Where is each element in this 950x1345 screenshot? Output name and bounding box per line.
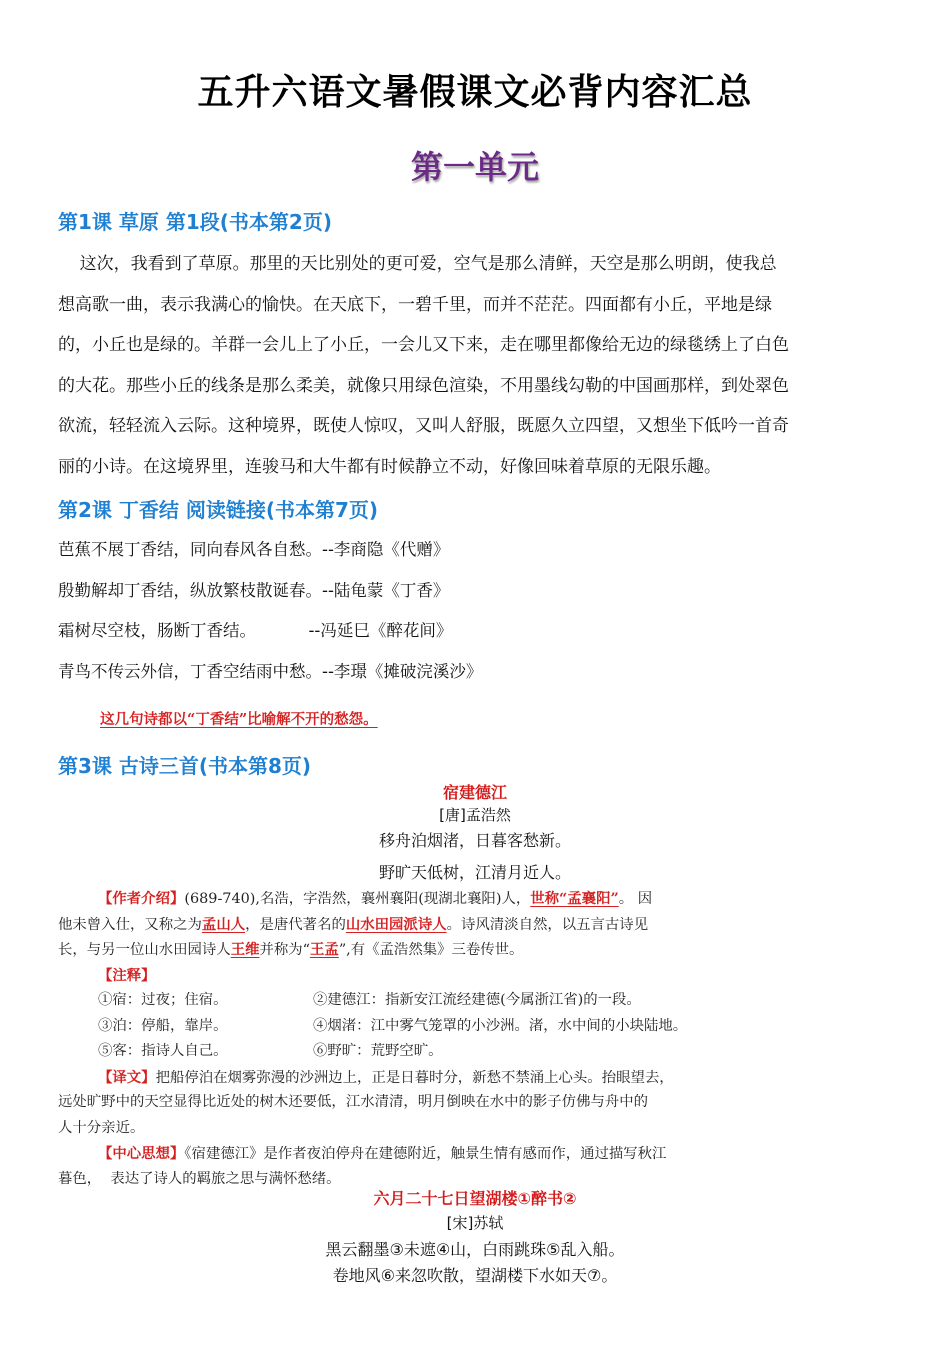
intro-text: ”,有《孟浩然集》三卷传世。 — [338, 942, 524, 958]
paragraph-line: 的大花。那些小丘的线条是那么柔美，就像只用绿色渲染，不用墨线勾勒的中国画那样，到处翠色 — [58, 375, 789, 396]
note-item: ①宿：过夜；住宿。 — [98, 992, 228, 1008]
paragraph-line: 丽的小诗。在这境界里，连骏马和大牛都有时候静立不动，好像回味着草原的无限乐趣。 — [58, 456, 721, 477]
central-idea-text: 《宿建德江》是作者夜泊停舟在建德附近，触景生情有感而作，通过描写秋江 — [184, 1146, 667, 1162]
lesson3-heading: 第3课 古诗三首(书本第8页) — [58, 754, 312, 778]
note-item: ④烟渚：江中雾气笼罩的小沙洲。渚，水中间的小块陆地。 — [313, 1017, 688, 1034]
translation-text: 把船停泊在烟雾弥漫的沙洲边上，正是日暮时分，新愁不禁涌上心头。抬眼望去， — [155, 1069, 674, 1086]
lesson1-heading: 第1课 草原 第1段(书本第2页) — [58, 210, 332, 234]
poem2-title: 六月二十七日望湖楼①醉书② — [373, 1189, 577, 1208]
note-item: ③泊：停船，靠岸。 — [98, 1017, 228, 1034]
paragraph-line: 的，小丘也是绿的。羊群一会儿上了小丘，一会儿又下来，走在哪里都像给无边的绿毯绣上了白色 — [58, 335, 789, 356]
intro-text: 他未曾入仕，又称之为 — [58, 916, 202, 933]
document-title: 五升六语文暑假课文必背内容汇总 — [197, 72, 753, 113]
lesson1-paragraph — [58, 244, 894, 488]
translation-text: 人十分亲近。 — [58, 1119, 145, 1136]
highlight-term: 孟山人 — [201, 915, 246, 933]
translation-tag: 【译文】 — [98, 1068, 156, 1086]
lesson2-heading: 第2课 丁香结 阅读链接(书本第7页) — [58, 498, 379, 522]
highlight-term: 山水田园派诗人 — [345, 915, 447, 933]
intro-text: 长，与另一位山水田园诗人 — [58, 942, 231, 958]
paragraph-line: 欲流，轻轻流入云际。这种境界，既使人惊叹，又叫人舒服，既愿久立四望，又想坐下低吟一首奇 — [58, 416, 789, 437]
poem2-verse: 卷地风⑥来忽吹散，望湖楼下水如天⑦。 — [332, 1266, 618, 1285]
note-item: ⑤客：指诗人自己。 — [98, 1043, 228, 1059]
author-intro — [58, 886, 894, 1192]
poem-quote: 青鸟不传云外信，丁香空结雨中愁。--李璟《摊破浣溪沙》 — [58, 661, 483, 681]
central-idea-text: 暮色， 表达了诗人的羁旅之思与满怀愁绪。 — [58, 1170, 341, 1187]
poem1-title: 宿建德江 — [442, 783, 507, 802]
poem-quote: 霜树尽空枝，肠断丁香结。 --冯延巳《醉花间》 — [58, 621, 453, 640]
unit-title: 第一单元 — [410, 148, 539, 186]
poem1-author: [唐]孟浩然 — [439, 806, 511, 824]
poem2-author: [宋]苏轼 — [446, 1214, 504, 1232]
lesson2-note: 这几句诗都以“丁香结”比喻解不开的愁怨。 — [100, 711, 378, 728]
intro-text: ，是唐代著名的 — [245, 916, 346, 933]
poem1-verse: 移舟泊烟渚，日暮客愁新。 — [378, 831, 571, 850]
poem-quote: 芭蕉不展丁香结，同向春风各自愁。--李商隐《代赠》 — [58, 540, 450, 559]
highlight-term: 世称“孟襄阳” — [530, 890, 619, 907]
poem1-verse: 野旷天低树，江清月近人。 — [378, 863, 571, 882]
poem2-verse: 黑云翻墨③未遮④山，白雨跳珠⑤乱入船。 — [325, 1240, 625, 1259]
highlight-term: 王孟 — [310, 941, 339, 958]
intro-text: 。诗风清淡自然，以五言古诗见 — [446, 916, 649, 933]
lesson2-poem-list — [58, 530, 894, 692]
highlight-term: 王维 — [230, 941, 260, 958]
note-item: ②建德江：指新安江流经建德(今属浙江省)的一段。 — [313, 992, 641, 1008]
intro-text: (689-740),名浩，字浩然，襄州襄阳(现湖北襄阳)人， — [184, 891, 531, 907]
note-item: ⑥野旷：荒野空旷。 — [313, 1043, 443, 1059]
central-idea-tag: 【中心思想】 — [98, 1145, 185, 1162]
translation-text: 远处旷野中的天空显得比近处的树木还要低，江水清清，明月倒映在水中的影子仿佛与舟中的 — [58, 1094, 649, 1110]
paragraph-line: 这次，我看到了草原。那里的天比别处的更可爱，空气是那么清鲜，天空是那么明朗，使我总 — [58, 254, 777, 274]
intro-text: 并称为“ — [259, 942, 311, 958]
notes-tag: 【注释】 — [98, 966, 156, 984]
intro-text: 。 因 — [618, 891, 653, 907]
poem-quote: 殷勤解却丁香结，纵放繁枝散诞春。--陆龟蒙《丁香》 — [58, 580, 450, 600]
author-intro-tag: 【作者介绍】 — [98, 890, 185, 907]
paragraph-line: 想高歌一曲，表示我满心的愉快。在天底下，一碧千里，而并不茫茫。四面都有小丘，平地是绿 — [58, 294, 772, 315]
